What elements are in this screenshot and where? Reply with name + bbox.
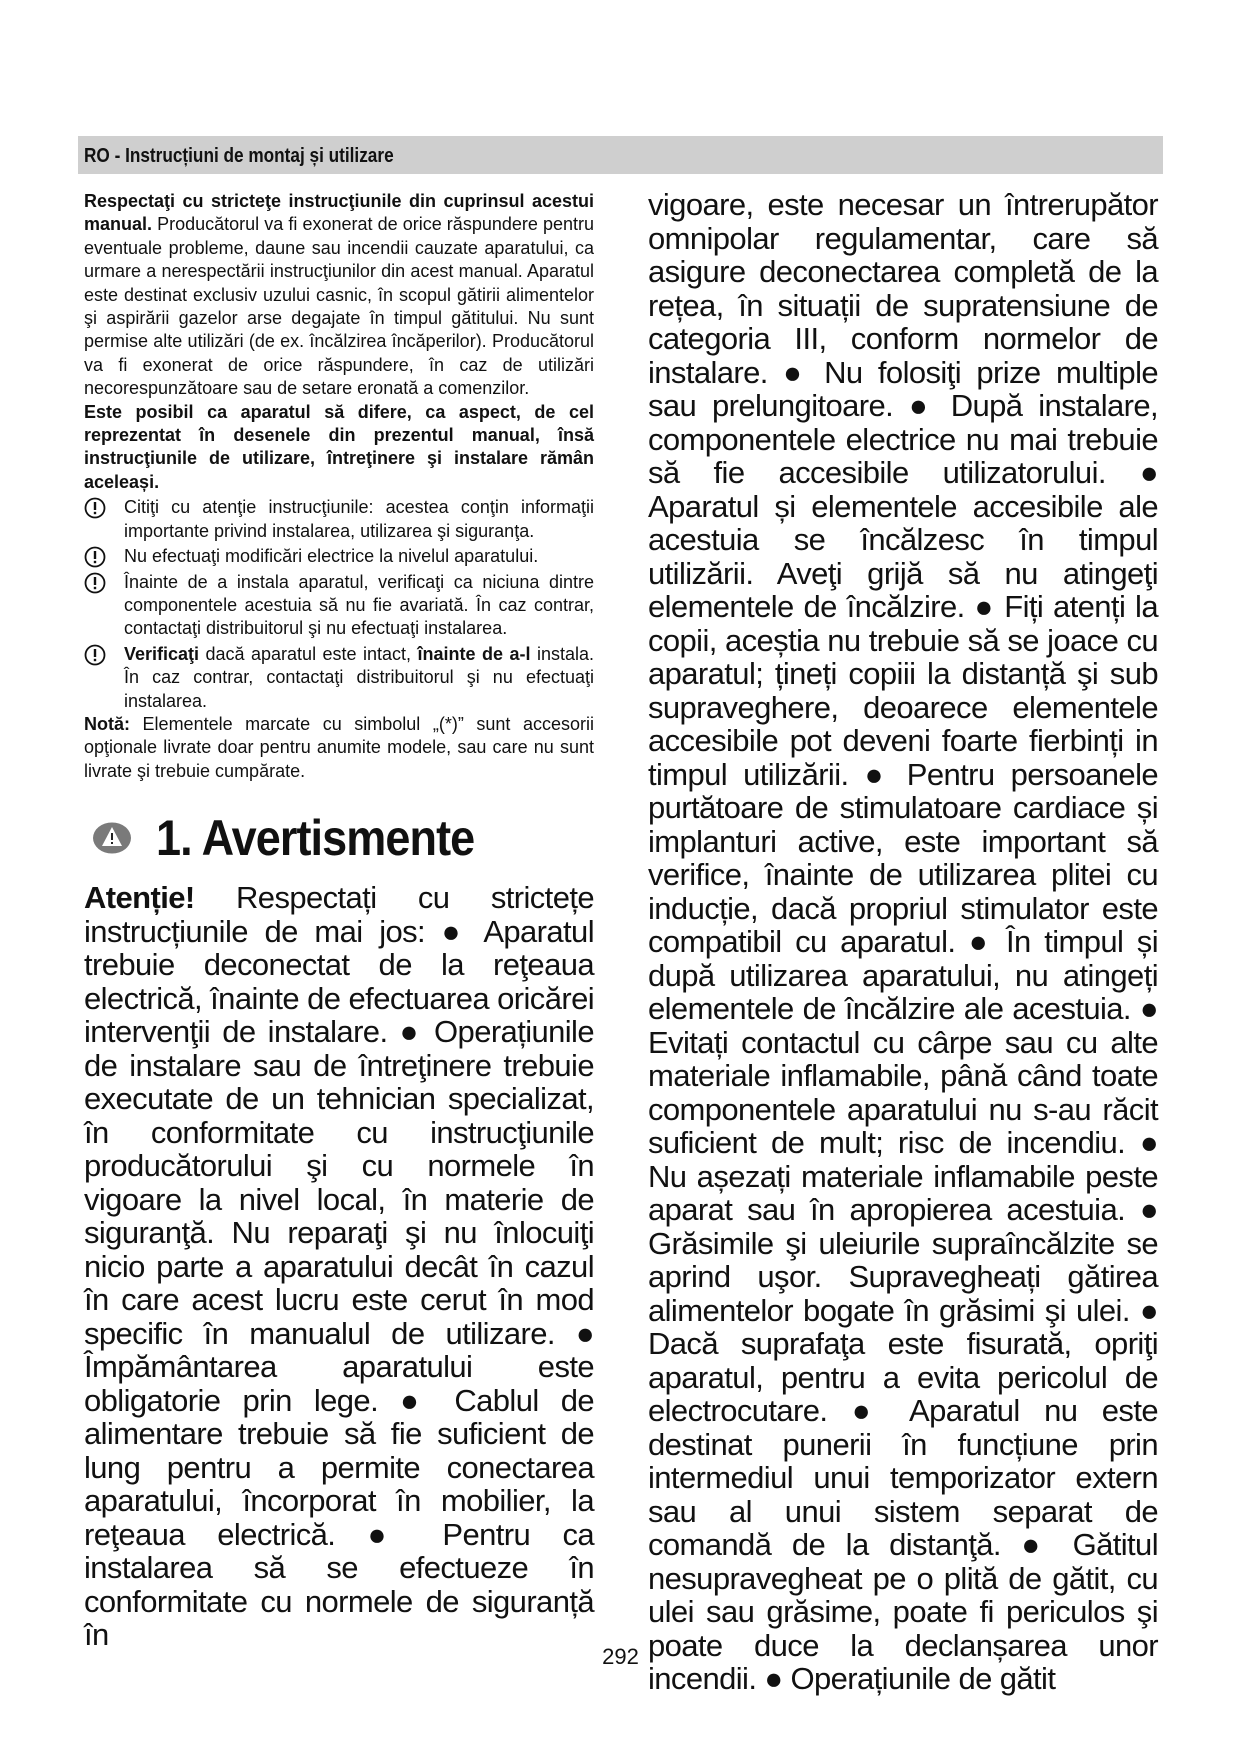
warning-triangle-icon: [92, 821, 132, 855]
left-column: [84, 190, 594, 1652]
page-number: 292: [602, 1644, 639, 1669]
notice-item: [84, 643, 594, 713]
header-title: RO - Instrucțiuni de montaj și utilizare: [84, 145, 394, 167]
warnings-lead: Atenție!: [84, 880, 195, 916]
notice-text: Citiţi cu atenţie instrucţiunile: acestea conţin informaţii importante privind instalarea, utilizarea şi siguranţa.: [124, 497, 594, 541]
note-paragraph: [84, 713, 594, 783]
section-title: 1. Avertismente: [156, 810, 475, 867]
section-heading: [84, 809, 594, 867]
notice-item: [84, 545, 594, 568]
section-header-bar: [78, 136, 1163, 174]
info-circle-icon: [84, 572, 106, 594]
note-text: Elementele marcate cu simbolul „(*)” sunt accesorii opţionale livrate doar pentru anumite modele, sau care nu sunt livrate şi trebuie cumpărate.: [84, 713, 594, 781]
warnings-left-text: Respectați cu strictețe instrucțiunile de mai jos: ● Aparatul trebuie deconectat de la reţeaua electrică, înainte de efectuarea oricărei intervenţii de instalare. ● Operațiunile de instalare sau de întreţinere trebuie executate de un tehnician specializat, în conformitate cu instrucţiunile producătorului şi cu normele în vigoare la nivel local, în materie de siguranţă. Nu reparaţi şi nu înlocuiţi nicio parte a aparatului decât în cazul în care acest lucru este cerut în mod specific în manualul de utilizare. ● Împământarea aparatului este obligatorie prin lege. ● Cablul de alimentare trebuie să fie suficient de lung pentru a permite conectarea aparatului, încorporat în mobilier, la reţeaua electrică. ● Pentru ca instalarea să se efectueze în conformitate cu normele de siguranță în: [84, 880, 594, 1653]
notice-text: Nu efectuaţi modificări electrice la nivelul aparatului.: [124, 546, 539, 567]
right-column: [648, 188, 1158, 1696]
appearance-note: Este posibil ca aparatul să difere, ca aspect, de cel reprezentat în desenele din prezentul manual, însă instrucţiunile de utilizare, întreţinere şi instalare rămân aceleași.: [84, 401, 594, 492]
intro-text: Producătorul va fi exonerat de orice răspundere pentru eventuale probleme, daune sau incendii cauzate aparatului, ca urmare a nerespectării instrucţiunilor din acest manual. Aparatul este destinat exclusiv uzului casnic, în scopul gătirii alimentelor şi aspirării gazelor arse degajate în timpul gătitului. Nu sunt permise alte utilizări (de ex. încălzirea încăperilor). Producătorul va fi exonerat de orice răspundere, în caz de utilizări necorespunzătoare sau de setare eronată a comenzilor.: [84, 214, 594, 399]
intro-block: [84, 190, 594, 783]
warnings-right: [648, 188, 1158, 1696]
notice-bold: Verificaţi: [124, 643, 200, 664]
notice-text: dacă aparatul este intact,: [199, 643, 418, 664]
warnings-right-text: vigoare, este necesar un întrerupător omnipolar regulamentar, care să asigure deconectarea completă de la rețea, în situații de supratensiune de categoria III, conform normelor de instalare. ● Nu folosiţi prize multiple sau prelungitoare. ● După instalare, componentele electrice nu mai trebuie să fie accesibile utilizatorului. ● Aparatul și elementele accesibile ale acestuia se încălzesc în timpul utilizării. Aveţi grijă să nu atingeţi elementele de încălzire. ● Fiți atenți la copii, aceștia nu trebuie să se joace cu aparatul; țineți copiii la distanță şi sub supraveghere, deoarece elementele accesibile pot deveni foarte fierbinți in timpul utilizării. ● Pentru persoanele purtătoare de stimulatoare cardiace și implanturi active, este important să verifice, înainte de utilizarea plitei cu inducție, dacă propriul stimulator este compatibil cu aparatul. ● În timpul și după utilizarea aparatului, nu atingeți elementele de încălzire ale acestuia. ● Evitați contactul cu cârpe sau cu alte materiale inflamabile, până când toate componentele aparatului nu s-au răcit suficient de mult; risc de incendiu. ● Nu așezați materiale inflamabile peste aparat sau în apropierea acestuia. ● Grăsimile şi uleiurile supraîncălzite se aprind uşor. Supravegheați gătirea alimentelor bogate în grăsimi şi ulei. ● Dacă suprafaţa este fisurată, opriţi aparatul, pentru a evita pericolul de electrocutare. ● Aparatul nu este destinat punerii în funcțiune prin intermediul unui temporizator extern sau al unui sistem separat de comandă de la distanţă. ● Gătitul nesupravegheat pe o plită de gătit, cu ulei sau grăsime, poate fi periculos şi poate duce la declanșarea unor incendii. ● Operațiunile de gătit: [648, 187, 1158, 1696]
notice-item: [84, 496, 594, 543]
notice-text: Înainte de a instala aparatul, verificaţi ca niciuna dintre componentele acestuia să nu fie avariată. În caz contrar, contactaţi distribuitorul şi nu efectuaţi instalarea.: [124, 571, 594, 639]
notice-item: [84, 571, 594, 641]
info-circle-icon: [84, 644, 106, 666]
info-circle-icon: [84, 497, 106, 519]
notice-bold-mid: înainte de a-l: [417, 643, 531, 664]
warnings-left: [84, 881, 594, 1652]
intro-lead: Respectaţi cu stricteţe instrucţiunile din cuprinsul acestui manual.: [84, 191, 594, 235]
intro-paragraph: [84, 190, 594, 401]
note-label: Notă:: [84, 713, 130, 734]
warnings-left-paragraph: [84, 881, 594, 1652]
info-circle-icon: [84, 546, 106, 568]
notice-text-after: instala. În caz contrar, contactaţi distribuitorul şi nu efectuaţi instalarea.: [124, 643, 594, 711]
